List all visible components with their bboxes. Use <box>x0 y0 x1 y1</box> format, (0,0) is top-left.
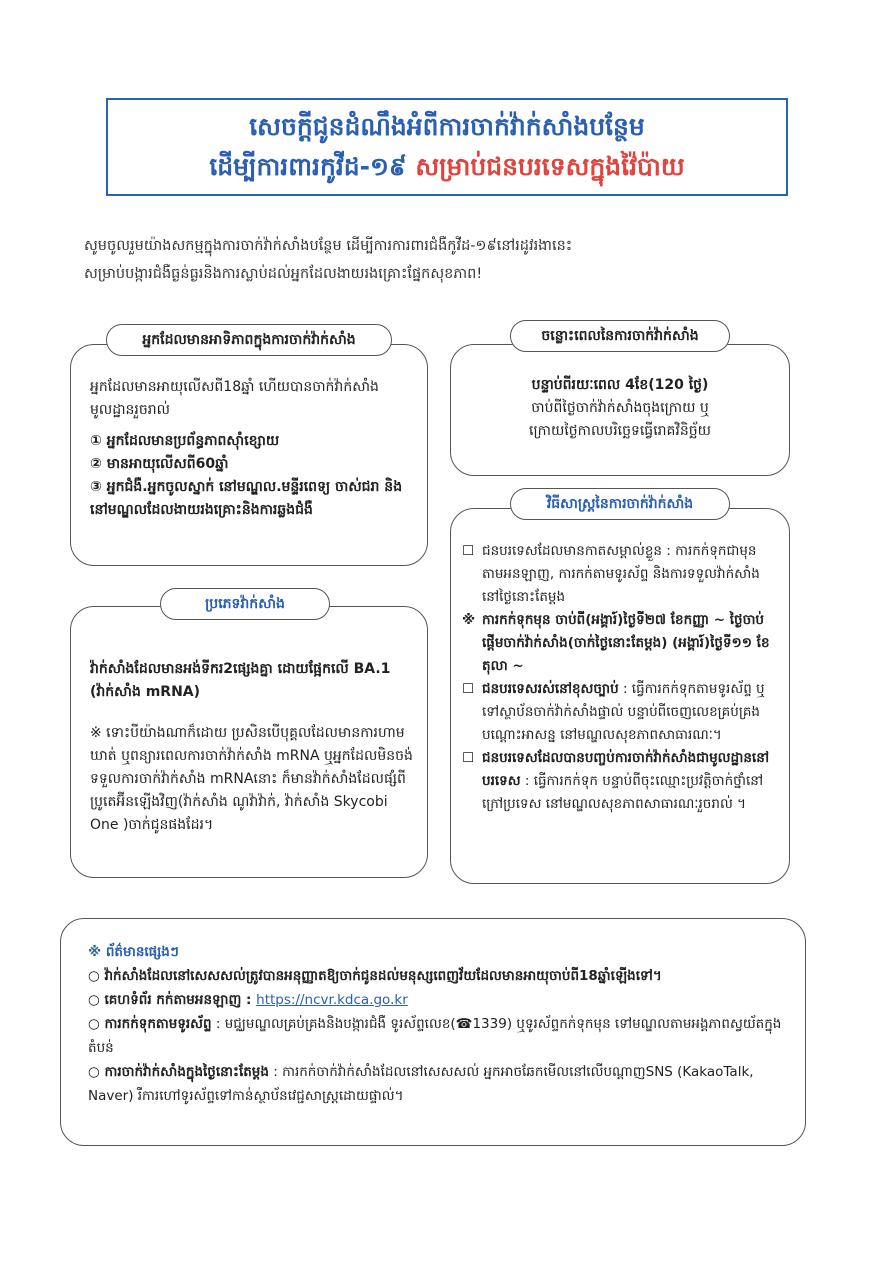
types-main: វ៉ាក់សាំងដែលមានអង់ទីករ2ផ្សេងគ្នា ដោយផ្អែកលើ BA.1 (វ៉ាក់សាំង mRNA) <box>90 661 391 700</box>
types-note: ※ ទោះបីយ៉ាងណាក៏ដោយ ប្រសិនបើបុគ្គលដែលមានការហាមឃាត់ ឬពន្យារពេលការចាក់វ៉ាក់សាំង mRNA ឬអ្នកដែលមិនចង់ទទួលការចាក់វ៉ាក់សាំង mRNAនោះ ក៏មានវ៉ាក់សាំងដែលផ្សំពីប្រូតេអ៊ីនឡើងវិញ(វ៉ាក់សាំង ណូវ៉ាវ៉ាក់, វ៉ាក់សាំង Skycobi One )ចាក់ជូនផងដែរ។ <box>90 725 413 833</box>
method-label: វិធីសាស្ត្រនៃការចាក់វ៉ាក់សាំង <box>510 488 730 520</box>
interval-content <box>462 374 778 443</box>
intro-line-1: សូមចូលរួមយ៉ាងសកម្មក្នុងការចាក់វ៉ាក់សាំងបន្ថែម ដើម្បីការការពារជំងឺកូវីដ-១៩នៅរដូវរងានេះ <box>84 238 573 254</box>
checkbox-icon: ☐ <box>462 750 475 766</box>
priority-item-2: ② មានអាយុលើសពី60ឆ្នាំ <box>90 456 229 472</box>
checkbox-icon: ☐ <box>462 681 475 697</box>
other-info-content <box>88 940 788 1108</box>
intro-line-2: សម្រាប់បង្ការជំងឺធ្ងន់ធ្ងរនិងការស្លាប់ដល់អ្នកដែលងាយរងគ្រោះផ្នែកសុខភាព! <box>84 266 483 282</box>
other-item-1: ○ វ៉ាក់សាំងដែលនៅសេសសល់ត្រូវបានអនុញ្ញាតឱ្យចាក់ជូនដល់មនុស្សពេញវ័យដែលមានអាយុចាប់ពី18ឆ្នាំឡើងទៅ។ <box>88 968 662 984</box>
other-item-4: ○ ការចាក់វ៉ាក់សាំងក្នុងថ្ងៃនោះតែម្តង : ការកក់ចាក់វ៉ាក់សាំងដែលនៅសេសសល់ អ្នកអាចឆែកមើលនៅលើបណ្តាញSNS (KakaoTalk, Naver) រឺការហៅទូរស័ព្ទទៅកាន់ស្ថាប័នវេជ្ជសាស្ត្រដោយផ្ទាល់។ <box>88 1064 754 1104</box>
title-box <box>106 98 788 196</box>
interval-line-2: ចាប់ពីថ្ងៃចាក់វ៉ាក់សាំងចុងក្រោយ ឬ <box>531 400 709 416</box>
other-item-3: ○ ការកក់ទុកតាមទូរស័ព្ទ : មជ្ឈមណ្ឌលគ្រប់គ្រងនិងបង្ការជំងឺ ទូរស័ព្ទលេខ(☎1339) ឬទូរស័ព្ទកក់ទុកមុន ទៅមណ្ឌលតាមអង្គភាពស្វយ័តក្នុងតំបន់ <box>88 1016 782 1056</box>
method-content <box>462 540 780 816</box>
note-mark-icon: ※ <box>462 612 476 628</box>
priority-item-1: ① អ្នកដែលមានប្រព័ន្ធភាពស៊ាំខ្សោយ <box>90 433 280 449</box>
interval-line-3: ក្រោយថ្ងៃកាលបរិច្ឆេទធ្វើរោគវិនិច្ឆ័យ <box>529 423 711 439</box>
title-line-2-prefix: ដើម្បីការពារកូវីដ-១៩ <box>209 152 407 181</box>
priority-item-3: ③ អ្នកជំងឺ.អ្នកចូលស្នាក់ នៅមណ្ឌល.មន្ទីរពេទ្យ ចាស់ជរា និងនៅមណ្ឌលដែលងាយរងគ្រោះនិងការឆ្លងជំងឺ <box>90 479 403 518</box>
intro-text <box>84 232 824 288</box>
interval-line-1: បន្ទាប់ពីរយៈពេល 4ខែ(120 ថ្ងៃ) <box>531 377 709 393</box>
method-item-3: ☐ ជនបរទេសរស់នៅខុសច្បាប់ : ធ្វើការកក់ទុកតាមទូរស័ព្ទ ឬទៅស្ថាប័នចាក់វ៉ាក់សាំងផ្ទាល់ បន្ទាប់ពីចេញលេខគ្រប់គ្រងបណ្តោះអាសន្ន នៅមណ្ឌលសុខភាពសាធារណៈ។ <box>462 678 780 747</box>
types-label: ប្រភេទវ៉ាក់សាំង <box>160 588 330 620</box>
priority-content <box>90 376 412 522</box>
method-item-1: ☐ ជនបរទេសដែលមានកាតសម្គាល់ខ្លួន : ការកក់ទុកជាមុនតាមអនឡាញ, ការកក់តាមទូរស័ព្ទ និងការទទួលវ៉ាក់សាំង នៅថ្ងៃនោះតែម្តង <box>462 540 780 609</box>
priority-label: អ្នកដែលមានអាទិភាពក្នុងការចាក់វ៉ាក់សាំង <box>106 324 392 356</box>
method-item-2: ※ ការកក់ទុកមុន ចាប់ពី(អង្គារ៍)ថ្ងៃទី២៧ ខែកញ្ញា ~ ថ្ងៃចាប់ផ្តើមចាក់វ៉ាក់សាំង(ចាក់ថ្ងៃនោះតែម្តង) (អង្គារ៍)ថ្ងៃទី១១ ខែតុលា ~ <box>462 609 780 678</box>
priority-intro: អ្នកដែលមានអាយុលើសពី18ឆ្នាំ ហើយបានចាក់វ៉ាក់សាំងមូលដ្ឋានរួចរាល់ <box>90 379 379 418</box>
checkbox-icon: ☐ <box>462 543 475 559</box>
types-content <box>90 658 416 837</box>
title-line-1: សេចក្តីជូនដំណឹងអំពីការចាក់វ៉ាក់សាំងបន្ថែម <box>249 112 645 141</box>
other-item-2: ○ គេហទំព័រ កក់តាមអនឡាញ : https://ncvr.kdca.go.kr <box>88 992 408 1008</box>
ncvr-link[interactable]: https://ncvr.kdca.go.kr <box>256 992 408 1008</box>
title-line-2-highlight: សម្រាប់ជនបរទេសក្នុងវ៉ៃប៉ាយ <box>415 152 685 181</box>
title-line-2 <box>209 147 684 187</box>
method-item-4: ☐ ជនបរទេសដែលបានបញ្ចប់ការចាក់វ៉ាក់សាំងជាមូលដ្ឋាននៅបរទេស : ធ្វើការកក់ទុក បន្ទាប់ពីចុះឈ្មោះប្រវត្តិចាក់ថ្នាំនៅក្រៅប្រទេស នៅមណ្ឌលសុខភាពសាធារណៈរួចរាល់ ។ <box>462 747 780 816</box>
other-info-head: ※ ព័ត៌មានផ្សេងៗ <box>88 944 179 960</box>
interval-label: ចន្លោះពេលនៃការចាក់វ៉ាក់សាំង <box>510 320 730 352</box>
